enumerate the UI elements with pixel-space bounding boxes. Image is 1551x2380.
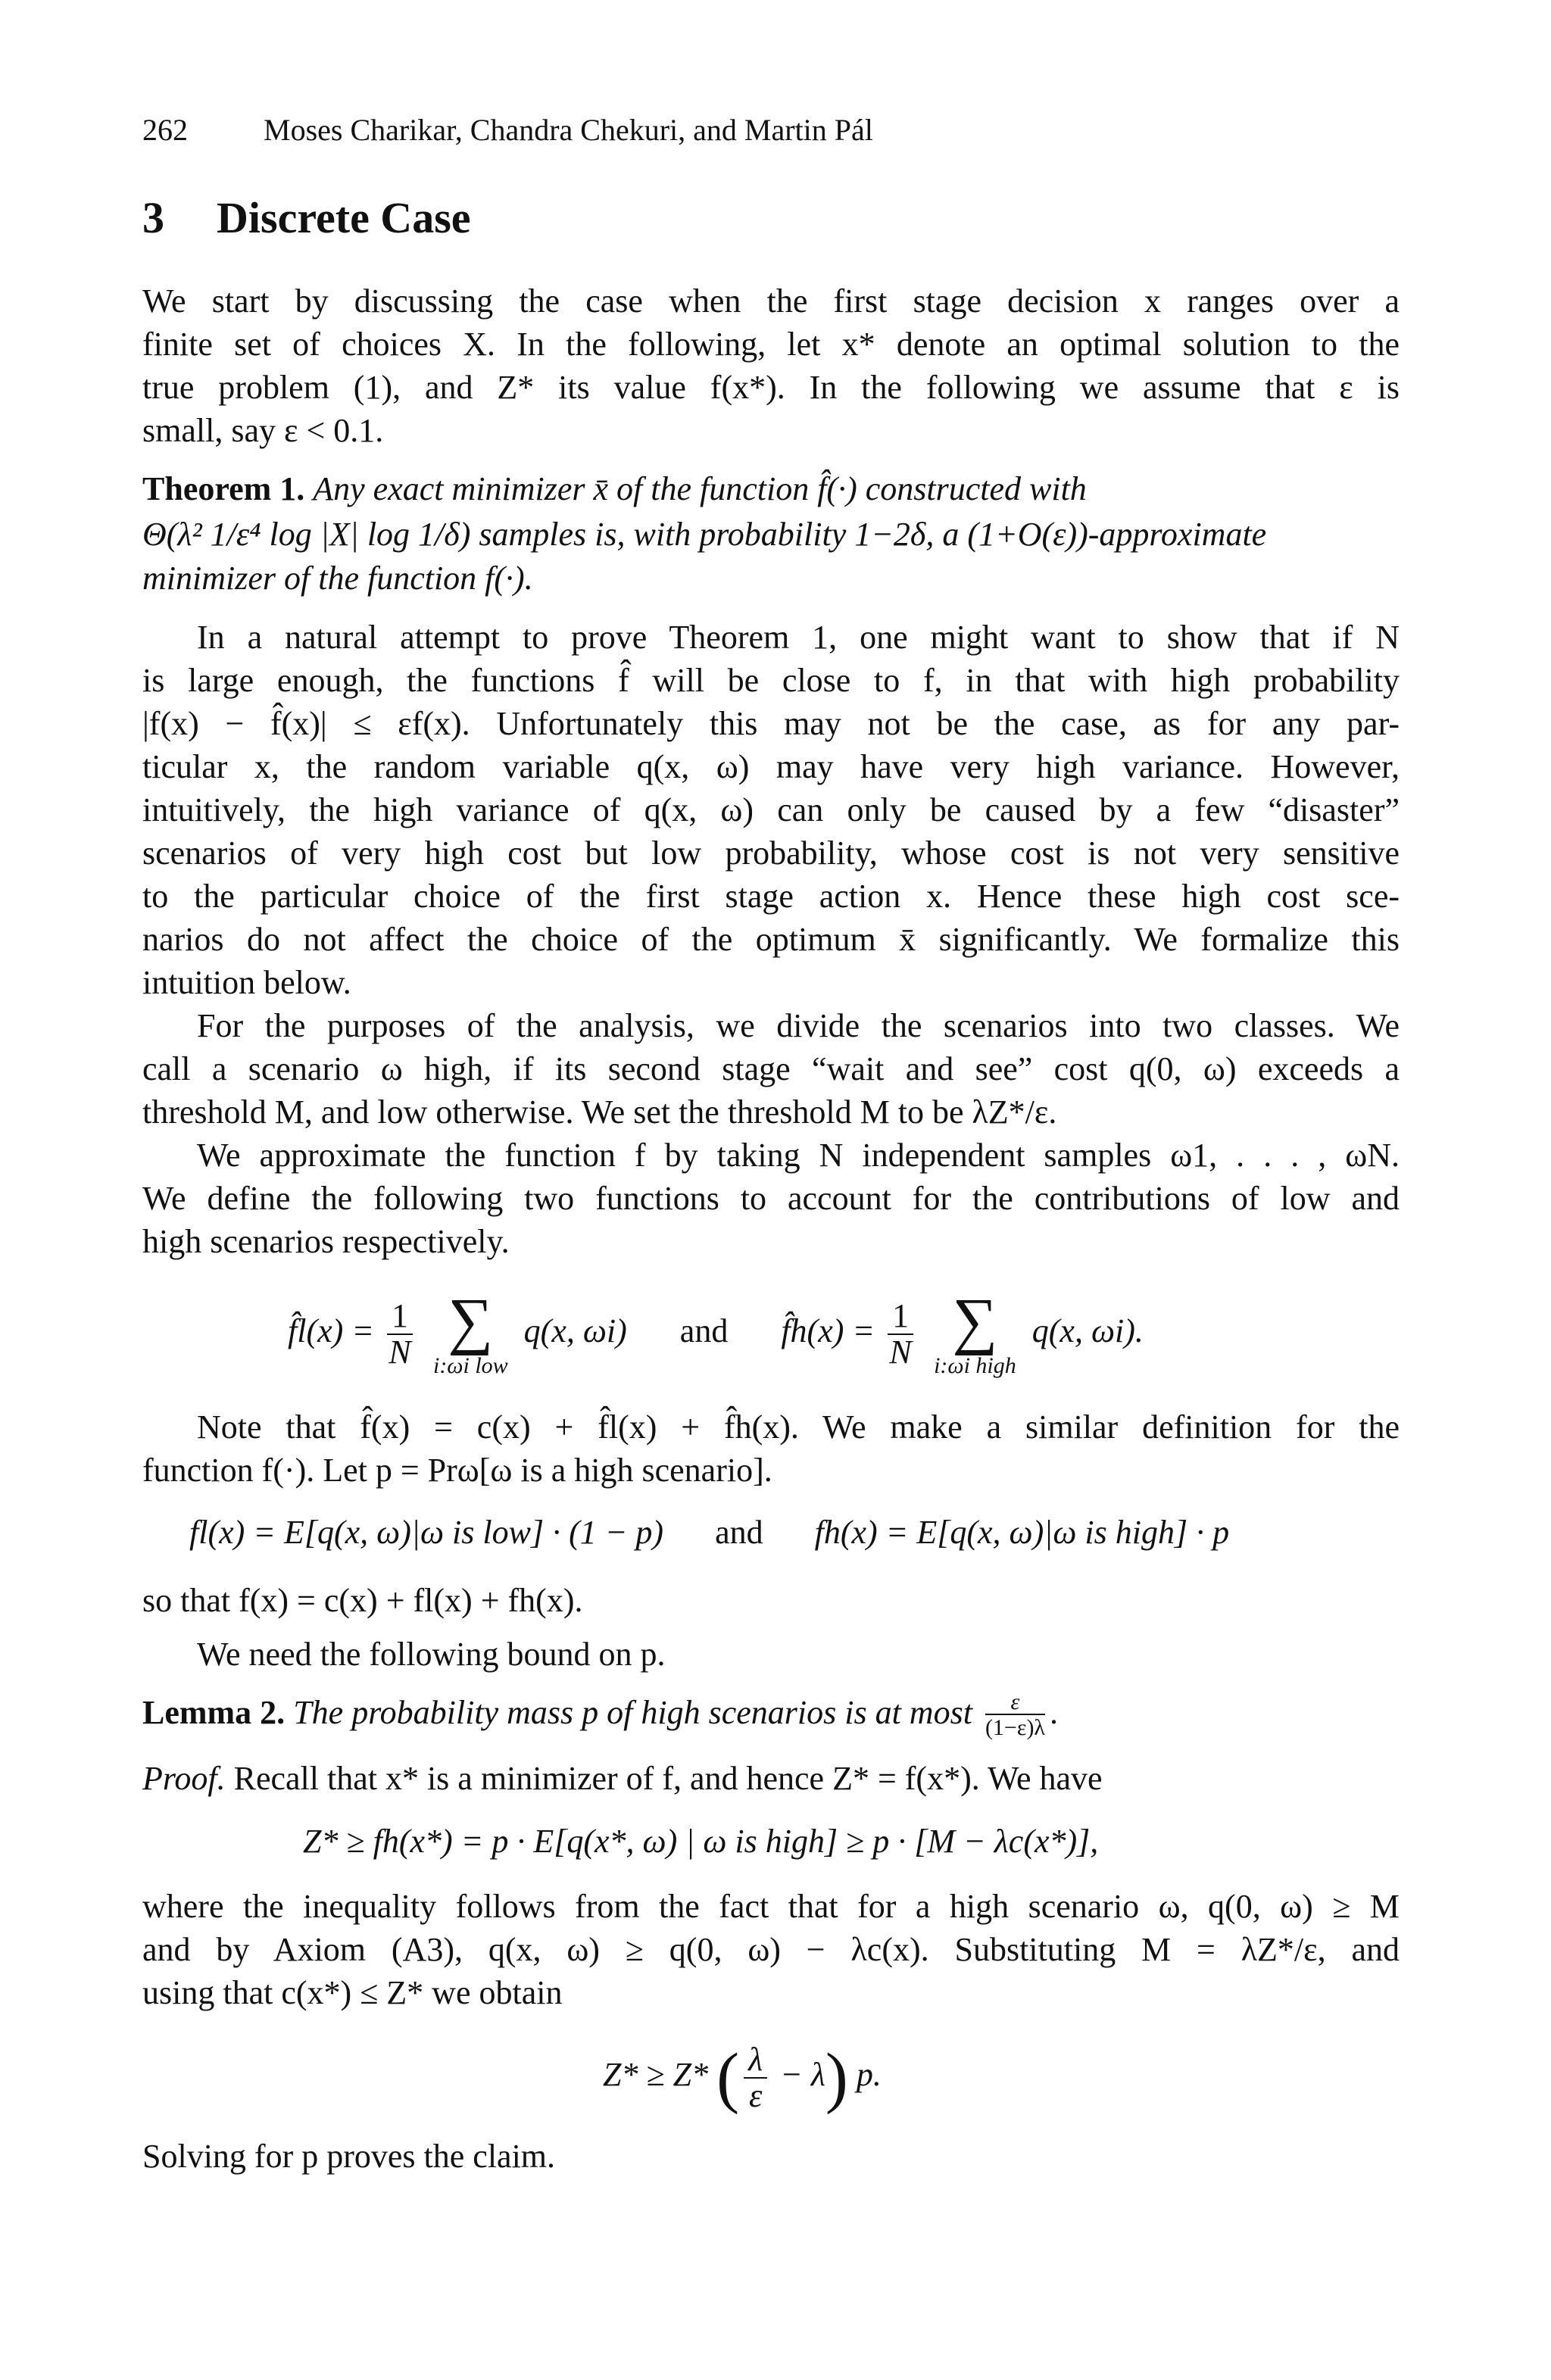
eq1-frac-num-high: 1 bbox=[888, 1299, 913, 1335]
eq4-den: ε bbox=[748, 2076, 763, 2114]
lemma-frac-num: ε bbox=[985, 1691, 1045, 1715]
para1-line-3: |f(x) − f̂(x)| ≤ εf(x). Unfortunately this may not be the case, as for any par- bbox=[142, 705, 1400, 742]
para1-line-9: intuition below. bbox=[142, 964, 351, 1001]
eq2-left: fl(x) = E[q(x, ω)|ω is low] · (1 − p) bbox=[189, 1514, 664, 1551]
para1-line-2: is large enough, the functions f̂ will be close to f, in that with high probability bbox=[142, 662, 1400, 699]
eq1-frac-den-low: N bbox=[389, 1333, 411, 1371]
eq1-term-low: q(x, ωi) bbox=[523, 1312, 627, 1349]
proof-line-1 bbox=[142, 1756, 1400, 1801]
lemma-fraction bbox=[985, 1691, 1045, 1741]
eq4-num: λ bbox=[744, 2042, 767, 2079]
theorem-1-line-2: Θ(λ² 1/ε⁴ log |X| log 1/δ) samples is, with probability 1−2δ, a (1+O(ε))-approximate bbox=[142, 516, 1267, 553]
para1-line-6: scenarios of very high cost but low probability, whose cost is not very sensitive bbox=[142, 834, 1400, 872]
section-title: Discrete Case bbox=[217, 193, 471, 242]
sum-sign-high: ∑ bbox=[952, 1285, 998, 1356]
lemma-label: Lemma 2. bbox=[142, 1694, 286, 1731]
proof-text-1: Recall that x* is a minimizer of f, and hence Z* = f(x*). We have bbox=[233, 1760, 1103, 1797]
para3-line-3: high scenarios respectively. bbox=[142, 1223, 510, 1260]
sum-index-high: i:ωi high bbox=[934, 1352, 1016, 1378]
theorem-1-line-3: minimizer of the function f(·). bbox=[142, 560, 533, 597]
eq2-and: and bbox=[715, 1514, 763, 1551]
eq1-sum-high bbox=[934, 1285, 1016, 1379]
equation-estimators bbox=[288, 1278, 1144, 1384]
proof-label: Proof. bbox=[142, 1760, 226, 1797]
para6: We need the following bound on p. bbox=[197, 1636, 666, 1673]
para1-line-1: In a natural attempt to prove Theorem 1, one might want to show that if N bbox=[197, 619, 1400, 656]
eq1-and: and bbox=[679, 1312, 729, 1349]
lemma-text: The probability mass p of high scenarios is at most bbox=[293, 1694, 972, 1731]
proof-line-3: and by Axiom (A3), q(x, ω) ≥ q(0, ω) − λc(x). Substituting M = λZ*/ε, and bbox=[142, 1931, 1400, 1968]
eq4-left: Z* ≥ Z* bbox=[603, 2056, 709, 2093]
running-header bbox=[142, 112, 873, 148]
eq1-frac-den-high: N bbox=[889, 1333, 912, 1371]
para3-line-1: We approximate the function f by taking N independent samples ω1, . . . , ωN. bbox=[197, 1137, 1400, 1174]
eq1-lhs-high: f̂h(x) = bbox=[781, 1312, 875, 1349]
para5: so that f(x) = c(x) + fl(x) + fh(x). bbox=[142, 1582, 583, 1619]
eq4-right: − λ bbox=[780, 2056, 825, 2093]
eq1-frac-num-low: 1 bbox=[387, 1299, 413, 1335]
section-number: 3 bbox=[142, 193, 164, 242]
equation-true-functions bbox=[189, 1502, 1229, 1563]
eq1-lhs-low: f̂l(x) = bbox=[288, 1312, 374, 1349]
para2-line-3: threshold M, and low otherwise. We set the threshold M to be λZ*/ε. bbox=[142, 1093, 1057, 1131]
para2-line-2: call a scenario ω high, if its second stage “wait and see” cost q(0, ω) exceeds a bbox=[142, 1050, 1400, 1087]
eq1-fraction-high bbox=[888, 1296, 913, 1371]
sum-index-low: i:ωi low bbox=[432, 1352, 508, 1378]
page-number: 262 bbox=[142, 113, 188, 147]
proof-line-4: using that c(x*) ≤ Z* we obtain bbox=[142, 1974, 563, 2011]
eq1-fraction-low bbox=[387, 1296, 413, 1371]
para4-line-2: function f(·). Let p = Prω[ω is a high scenario]. bbox=[142, 1452, 772, 1489]
eq4-close-paren: ) bbox=[825, 2039, 848, 2115]
equation-proof-bound: Z* ≥ fh(x*) = p · E[q(x*, ω) | ω is high] ≥ p · [M − λc(x*)], bbox=[303, 1823, 1099, 1860]
sum-sign-low: ∑ bbox=[448, 1285, 494, 1356]
lemma-frac-den: (1−ε)λ bbox=[985, 1714, 1045, 1740]
para1-line-4: ticular x, the random variable q(x, ω) may have very high variance. However, bbox=[142, 748, 1400, 785]
theorem-1-line-1 bbox=[142, 466, 1400, 512]
para2-line-1: For the purposes of the analysis, we divide the scenarios into two classes. We bbox=[197, 1007, 1400, 1044]
intro-line-4: small, say ε < 0.1. bbox=[142, 412, 384, 449]
author-list: Moses Charikar, Chandra Chekuri, and Martin Pál bbox=[264, 113, 873, 147]
equation-final bbox=[603, 2029, 882, 2120]
lemma-end: . bbox=[1049, 1694, 1058, 1731]
theorem-text-1: Any exact minimizer x̄ of the function f̂(·) constructed with bbox=[313, 470, 1087, 507]
eq1-term-high: q(x, ωi). bbox=[1031, 1312, 1144, 1349]
para4-line-1: Note that f̂(x) = c(x) + f̂l(x) + f̂h(x). We make a similar definition for the bbox=[197, 1408, 1400, 1446]
section-heading bbox=[142, 192, 471, 243]
intro-line-2: finite set of choices X. In the following, let x* denote an optimal solution to the bbox=[142, 326, 1400, 363]
para3-line-2: We define the following two functions to account for the contributions of low and bbox=[142, 1180, 1400, 1217]
proof-line-2: where the inequality follows from the fact that for a high scenario ω, q(0, ω) ≥ M bbox=[142, 1888, 1400, 1925]
eq4-end: p. bbox=[856, 2056, 882, 2093]
para1-line-8: narios do not affect the choice of the optimum x̄ significantly. We formalize this bbox=[142, 921, 1400, 958]
intro-line-1: We start by discussing the case when the first stage decision x ranges over a bbox=[142, 282, 1400, 320]
eq2-right: fh(x) = E[q(x, ω)|ω is high] · p bbox=[814, 1514, 1230, 1551]
lemma-2 bbox=[142, 1690, 1400, 1743]
theorem-label: Theorem 1. bbox=[142, 470, 305, 507]
eq4-fraction bbox=[744, 2042, 767, 2113]
eq4-open-paren: ( bbox=[716, 2039, 740, 2115]
proof-closing: Solving for p proves the claim. bbox=[142, 2138, 556, 2175]
intro-line-3: true problem (1), and Z* its value f(x*). In the following we assume that ε is bbox=[142, 369, 1400, 406]
para1-line-7: to the particular choice of the first stage action x. Hence these high cost sce- bbox=[142, 878, 1400, 915]
para1-line-5: intuitively, the high variance of q(x, ω) can only be caused by a few “disaster” bbox=[142, 791, 1400, 828]
eq1-sum-low bbox=[432, 1285, 508, 1379]
